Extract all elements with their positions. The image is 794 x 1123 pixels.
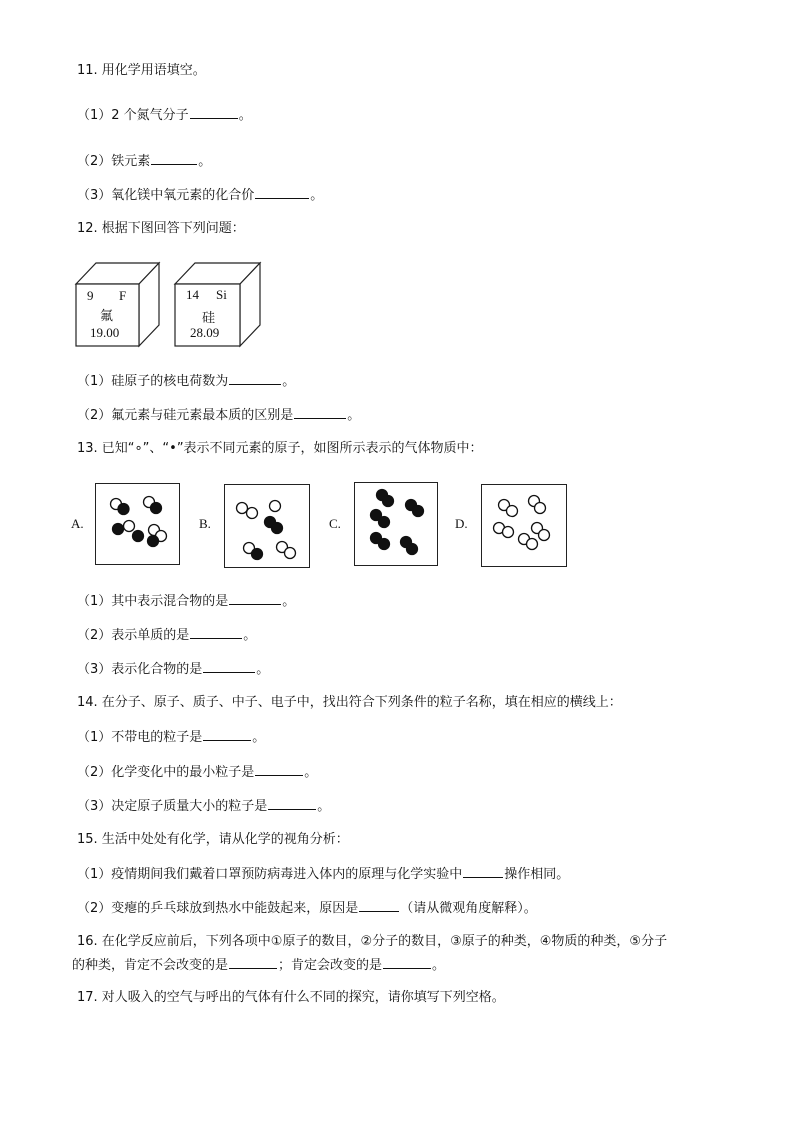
atomic-mass: 28.09 xyxy=(190,325,220,340)
atomic-number: 14 xyxy=(186,287,199,302)
q12-part1 xyxy=(77,372,295,391)
atomic-number: 9 xyxy=(87,288,94,303)
q14-part1-end: 。 xyxy=(252,730,266,745)
element-symbol: F xyxy=(119,288,127,303)
q13-title: 13. 已知“∘”、“•”表示不同元素的原子，如图所示表示的气体物质中： xyxy=(77,441,483,456)
q15-title: 15. 生活中处处有化学，请从化学的视角分析： xyxy=(77,832,349,847)
q15-part2-text: （2）变瘪的乒乓球放到热水中能鼓起来，原因是 xyxy=(77,901,359,916)
q14-part1 xyxy=(77,728,265,747)
q11-part2-text: （2）铁元素 xyxy=(77,154,151,169)
molecule-box-a xyxy=(95,483,180,565)
q11-part2 xyxy=(77,152,211,171)
q14-title: 14. 在分子、原子、质子、中子、电子中，找出符合下列条件的粒子名称，填在相应的横线上： xyxy=(77,695,622,710)
q14-part3 xyxy=(77,797,330,816)
q16-line2-mid: ；肯定会改变的是 xyxy=(278,958,383,973)
molecules-compound-icon xyxy=(355,483,437,565)
q13-part2 xyxy=(77,626,256,645)
molecules-element-icon xyxy=(482,485,566,566)
molecules-mixture-icon xyxy=(225,485,309,567)
answer-blank[interactable] xyxy=(190,626,242,639)
answer-blank[interactable] xyxy=(268,797,316,810)
molecule-box-d xyxy=(481,484,567,567)
q14-part2 xyxy=(77,763,317,782)
answer-blank[interactable] xyxy=(190,106,238,119)
molecule-box-c xyxy=(354,482,438,566)
q14-part1-text: （1）不带电的粒子是 xyxy=(77,730,203,745)
q13-part1-end: 。 xyxy=(282,594,296,609)
answer-blank[interactable] xyxy=(229,592,281,605)
q15-part1-end: 操作相同。 xyxy=(504,867,570,882)
q12-part2 xyxy=(77,406,360,425)
q16-line2 xyxy=(72,956,445,975)
answer-blank[interactable] xyxy=(229,372,281,385)
answer-blank[interactable] xyxy=(151,152,197,165)
q14-part3-text: （3）决定原子质量大小的粒子是 xyxy=(77,799,268,814)
q15-part1 xyxy=(77,865,569,884)
q17-title: 17. 对人吸入的空气与呼出的气体有什么不同的探究，请你填写下列空格。 xyxy=(77,990,505,1005)
answer-blank[interactable] xyxy=(294,406,346,419)
q11-part1-text: （1）2 个氮气分子 xyxy=(77,108,189,123)
q11-part3-end: 。 xyxy=(310,188,324,203)
q16-line2-end: 。 xyxy=(432,958,446,973)
option-label-d: D. xyxy=(455,516,468,531)
q13-part3-text: （3）表示化合物的是 xyxy=(77,662,203,677)
q14-part3-end: 。 xyxy=(317,799,331,814)
element-card-fluorine xyxy=(75,262,165,352)
q11-part1-end: 。 xyxy=(238,108,252,123)
q15-part1-text: （1）疫情期间我们戴着口罩预防病毒进入体内的原理与化学实验中 xyxy=(77,867,463,882)
option-label-b: B. xyxy=(199,516,211,531)
q11-part3-text: （3）氧化镁中氧元素的化合价 xyxy=(77,188,255,203)
q16-line1: 16. 在化学反应前后，下列各项中①原子的数目，②分子的数目，③原子的种类，④物质的种类，⑤分子 xyxy=(77,934,668,949)
element-name: 氟 xyxy=(100,309,114,324)
answer-blank[interactable] xyxy=(203,728,251,741)
q14-part2-text: （2）化学变化中的最小粒子是 xyxy=(77,765,255,780)
answer-blank[interactable] xyxy=(359,899,399,912)
answer-blank[interactable] xyxy=(383,956,431,969)
q13-part3 xyxy=(77,660,269,679)
q13-part3-end: 。 xyxy=(256,662,270,677)
answer-blank[interactable] xyxy=(463,865,503,878)
element-cube-frame xyxy=(75,262,165,348)
q12-part1-text: （1）硅原子的核电荷数为 xyxy=(77,374,229,389)
q13-part1-text: （1）其中表示混合物的是 xyxy=(77,594,229,609)
answer-blank[interactable] xyxy=(255,763,303,776)
q12-part1-end: 。 xyxy=(282,374,296,389)
option-label-a: A. xyxy=(71,516,84,531)
q16-line2-text: 的种类，肯定不会改变的是 xyxy=(72,958,229,973)
q14-part2-end: 。 xyxy=(304,765,318,780)
answer-blank[interactable] xyxy=(229,956,277,969)
q15-part2 xyxy=(77,899,537,918)
q13-part1 xyxy=(77,592,295,611)
option-label-c: C. xyxy=(329,516,341,531)
q11-part1 xyxy=(77,106,252,125)
q12-title: 12. 根据下图回答下列问题： xyxy=(77,221,245,236)
q12-part2-text: （2）氟元素与硅元素最本质的区别是 xyxy=(77,408,294,423)
molecule-box-b xyxy=(224,484,310,568)
molecules-mixture-icon xyxy=(96,484,179,564)
q11-title: 11. 用化学用语填空。 xyxy=(77,63,206,78)
q13-part2-end: 。 xyxy=(243,628,257,643)
q11-part2-end: 。 xyxy=(198,154,212,169)
element-card-silicon xyxy=(174,262,264,352)
q13-part2-text: （2）表示单质的是 xyxy=(77,628,190,643)
q12-part2-end: 。 xyxy=(347,408,361,423)
q11-part3 xyxy=(77,186,323,205)
atomic-mass: 19.00 xyxy=(90,325,120,340)
q15-part2-end: （请从微观角度解释）。 xyxy=(400,901,537,916)
answer-blank[interactable] xyxy=(255,186,309,199)
answer-blank[interactable] xyxy=(203,660,255,673)
element-symbol: Si xyxy=(216,287,227,302)
element-name: 硅 xyxy=(202,311,216,326)
